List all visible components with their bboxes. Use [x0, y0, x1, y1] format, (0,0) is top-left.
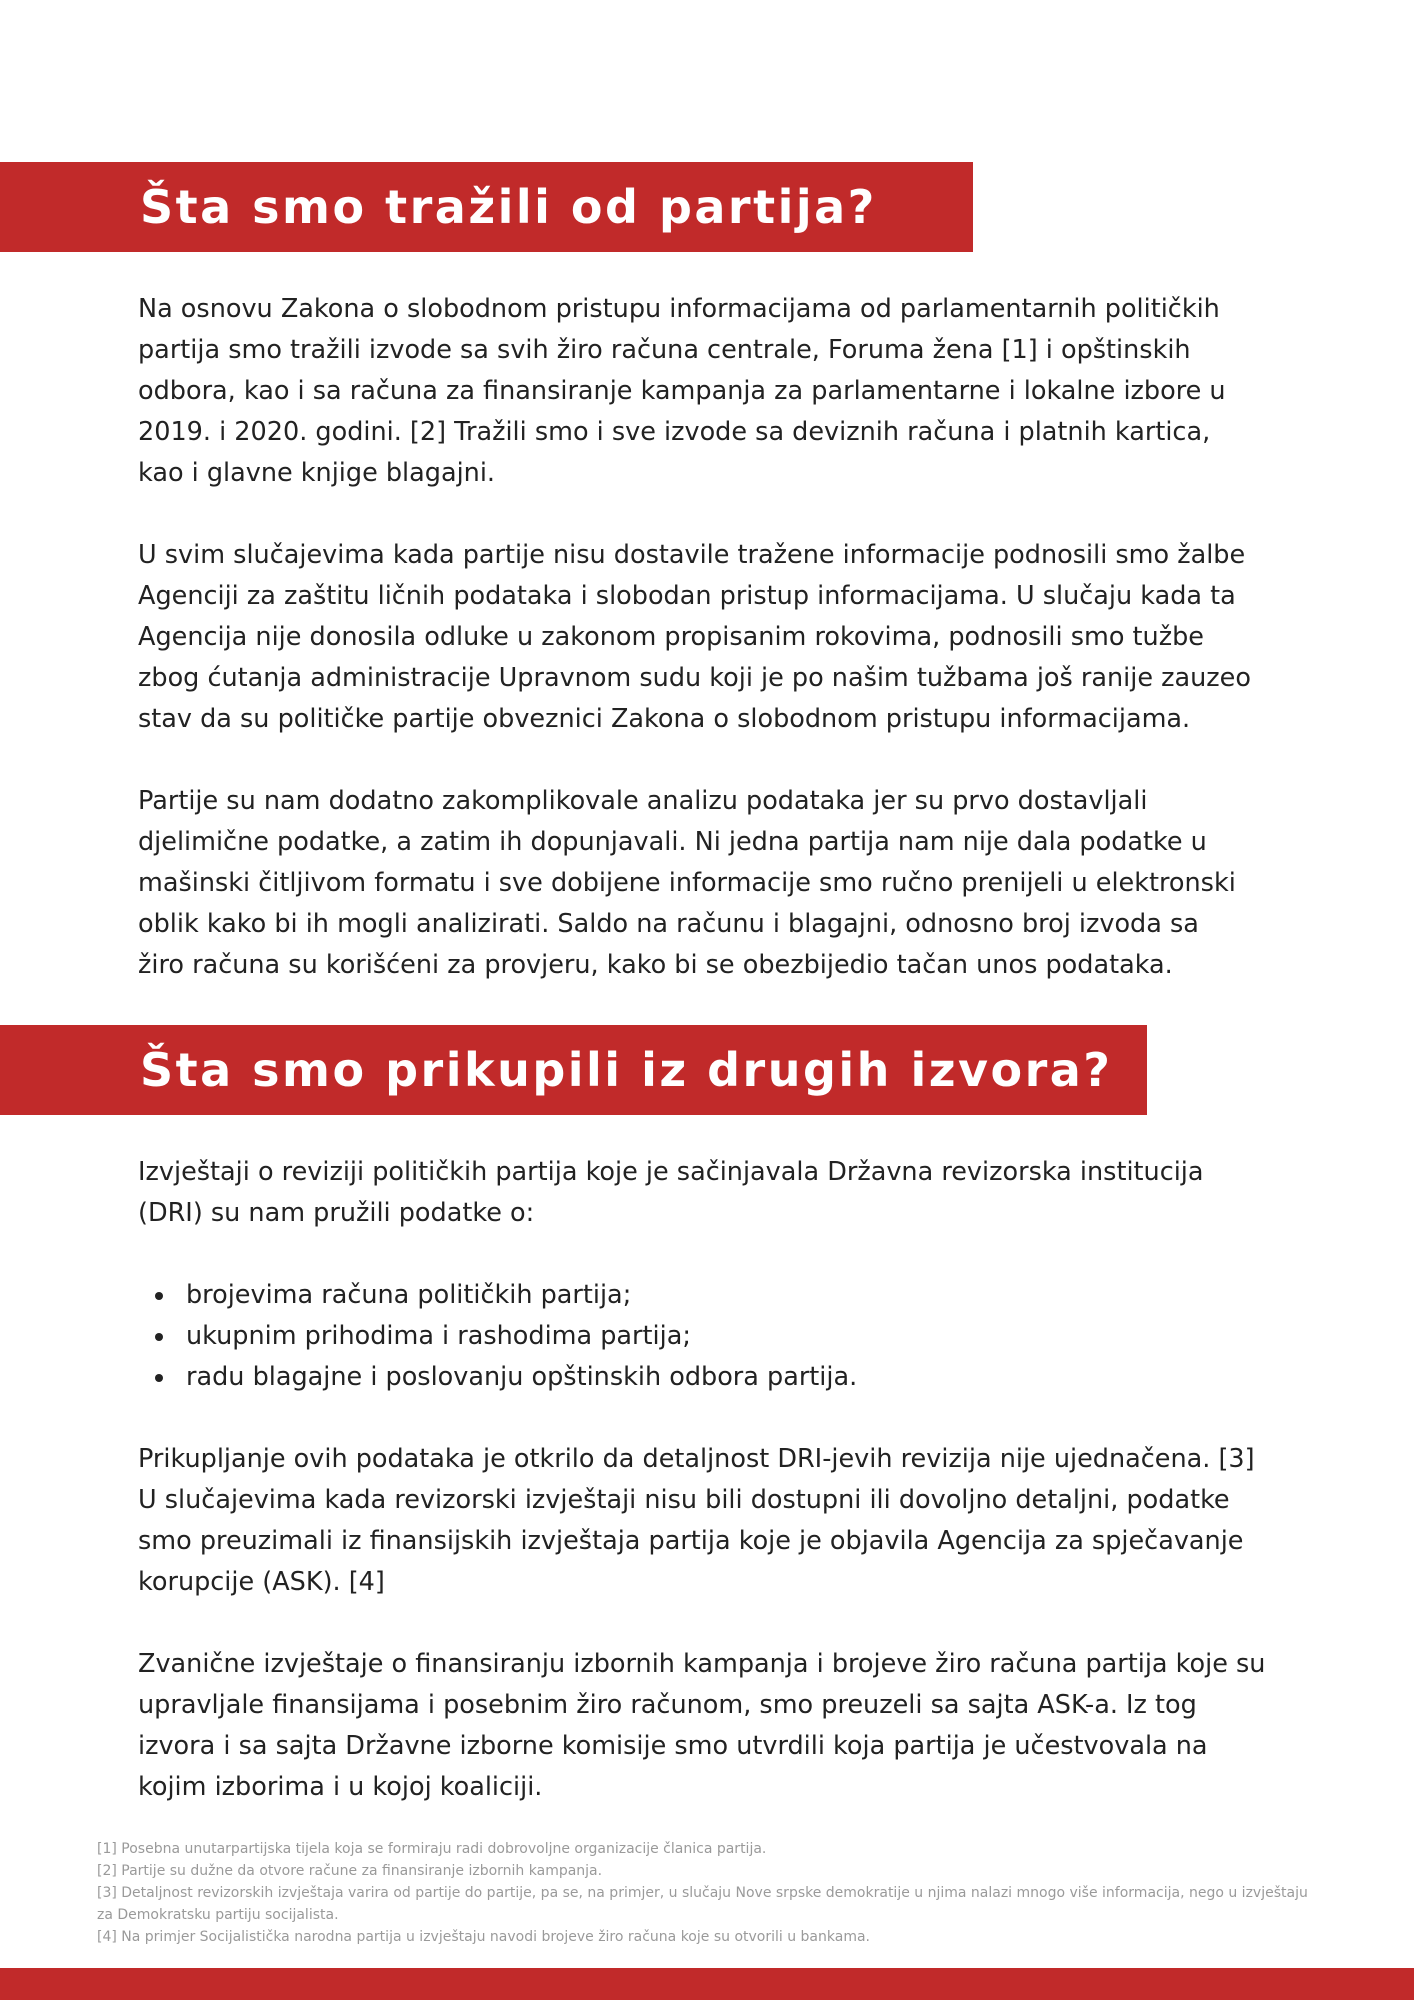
paragraph: U svim slučajevima kada partije nisu dostavile tražene informacije podnosili smo žalbe Agenciji za zaštitu ličnih podataka i slobodan pristup informacijama. U slučaju kada ta Agencija nije donosila odluke u zakonom propisanim rokovima, podnosili smo tužbe zbog ćutanja administracije Upravnom sudu koji je po našim tužbama još ranije zauzeo stav da su političke partije obveznici Zakona o slobodnom pristupu informacijama.	[138, 540, 1251, 734]
list-item-text: brojevima računa političkih partija;	[186, 1280, 632, 1310]
footnotes	[97, 1838, 1317, 1948]
section-heading-requests	[0, 162, 973, 252]
list-item-text: radu blagajne i poslovanju opštinskih odbora partija.	[186, 1362, 858, 1392]
section-heading-text: Šta smo tražili od partija?	[140, 180, 877, 234]
section-heading-other-sources	[0, 1025, 1147, 1115]
bullet-icon	[155, 1374, 163, 1382]
paragraph: Zvanične izvještaje o finansiranju izbornih kampanja i brojeve žiro računa partija koje su upravljale finansijama i posebnim žiro računom, smo preuzeli sa sajta ASK-a. Iz tog izvora i sa sajta Državne izborne komisije smo utvrdili koja partija je učestvovala na kojim izborima i u kojoj koaliciji.	[138, 1649, 1266, 1802]
bullet-icon	[155, 1333, 163, 1341]
bullet-list	[138, 1275, 1288, 1398]
paragraph: Prikupljanje ovih podataka je otkrilo da detaljnost DRI-jevih revizija nije ujednačena. [3] U slučajevima kada revizorski izvještaji nisu bili dostupni ili dovoljno detaljni, podatke smo preuzimali iz finansijskih izvještaja partija koje je objavila Agencija za spječavanje korupcije (ASK). [4]	[138, 1444, 1255, 1597]
footnote: [1] Posebna unutarpartijska tijela koja se formiraju radi dobrovoljne organizacije članica partija.	[97, 1841, 767, 1857]
footnote: [3] Detaljnost revizorskih izvještaja varira od partije do partije, pa se, na primjer, u slučaju Nove srpske demokratije u njima nalazi mnogo više informacija, nego u izvještaju za Demokratsku partiju socijalista.	[97, 1885, 1308, 1923]
footnote: [2] Partije su dužne da otvore račune za finansiranje izbornih kampanja.	[97, 1863, 603, 1879]
list-item-text: ukupnim prihodima i rashodima partija;	[186, 1321, 691, 1351]
footer-bar	[0, 1968, 1414, 2000]
list-item	[138, 1357, 1288, 1398]
footnote: [4] Na primjer Socijalistička narodna partija u izvještaju navodi brojeve žiro računa koje su otvorili u bankama.	[97, 1929, 870, 1945]
paragraph: Partije su nam dodatno zakomplikovale analizu podataka jer su prvo dostavljali djelimične podatke, a zatim ih dopunjavali. Ni jedna partija nam nije dala podatke u mašinski čitljivom formatu i sve dobijene informacije smo ručno prenijeli u elektronski oblik kako bi ih mogli analizirati. Saldo na računu i blagajni, odnosno broj izvoda sa žiro računa su korišćeni za provjeru, kako bi se obezbijedio tačan unos podataka.	[138, 786, 1236, 980]
list-item	[138, 1275, 1288, 1316]
section-heading-text: Šta smo prikupili iz drugih izvora?	[140, 1043, 1113, 1097]
paragraph: Na osnovu Zakona o slobodnom pristupu informacijama od parlamentarnih političkih partija smo tražili izvode sa svih žiro računa centrale, Foruma žena [1] i opštinskih odbora, kao i sa računa za finansiranje kampanja za parlamentarne i lokalne izbore u 2019. i 2020. godini. [2] Tražili smo i sve izvode sa deviznih računa i platnih kartica, kao i glavne knjige blagajni.	[138, 294, 1226, 488]
paragraph-intro: Izvještaji o reviziji političkih partija koje je sačinjavala Državna revizorska institucija (DRI) su nam pružili podatke o:	[138, 1157, 1204, 1228]
list-item	[138, 1316, 1288, 1357]
bullet-icon	[155, 1292, 163, 1300]
